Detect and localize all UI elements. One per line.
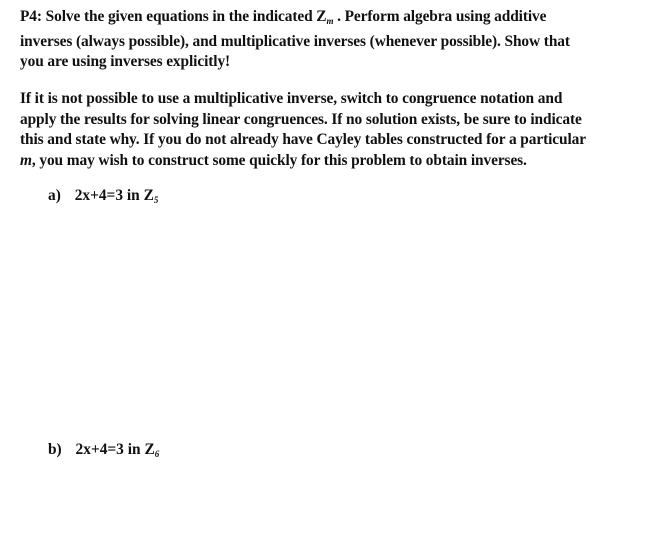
instruction-line-3: this and state why. If you do not already have Cayley tables constructed for a particular: [20, 131, 586, 148]
intro-line-2: inverses (always possible), and multiplicative inverses (whenever possible). Show that: [20, 32, 570, 50]
part-a-equation: 2x+4=3: [74, 187, 124, 204]
part-a: [48, 187, 158, 205]
intro-line-3: you are using inverses explicitly!: [20, 53, 231, 70]
part-b: [48, 441, 159, 459]
problem-intro: [20, 7, 660, 73]
intro-line-1: [20, 7, 660, 32]
z-symbol: Z: [316, 8, 327, 25]
part-a-z: Z: [143, 187, 154, 204]
part-a-in: in: [126, 187, 140, 204]
z-subscript: m: [326, 16, 334, 26]
intro-text-before: Solve the given equations in the indicated: [45, 8, 317, 25]
part-b-equation: 2x+4=3: [75, 441, 124, 458]
part-a-subscript: 5: [153, 195, 159, 205]
part-b-subscript: 6: [154, 449, 160, 459]
intro-text-after: . Perform algebra using additive: [337, 8, 547, 25]
part-a-label: a): [48, 187, 61, 204]
instruction-line-1: If it is not possible to use a multiplicative inverse, switch to congruence notation and: [20, 90, 563, 107]
part-b-in: in: [127, 441, 141, 458]
instruction-line-2: apply the results for solving linear congruences. If no solution exists, be sure to indicate: [20, 110, 582, 128]
instructions-paragraph: [20, 89, 660, 171]
part-b-label: b): [48, 441, 62, 458]
m-variable: m: [20, 151, 32, 169]
part-b-z: Z: [144, 441, 155, 458]
problem-label: P4:: [20, 8, 42, 25]
instruction-line-4: [20, 151, 660, 172]
instruction-line-4-text: , you may wish to construct some quickly for this problem to obtain inverses.: [31, 151, 527, 169]
